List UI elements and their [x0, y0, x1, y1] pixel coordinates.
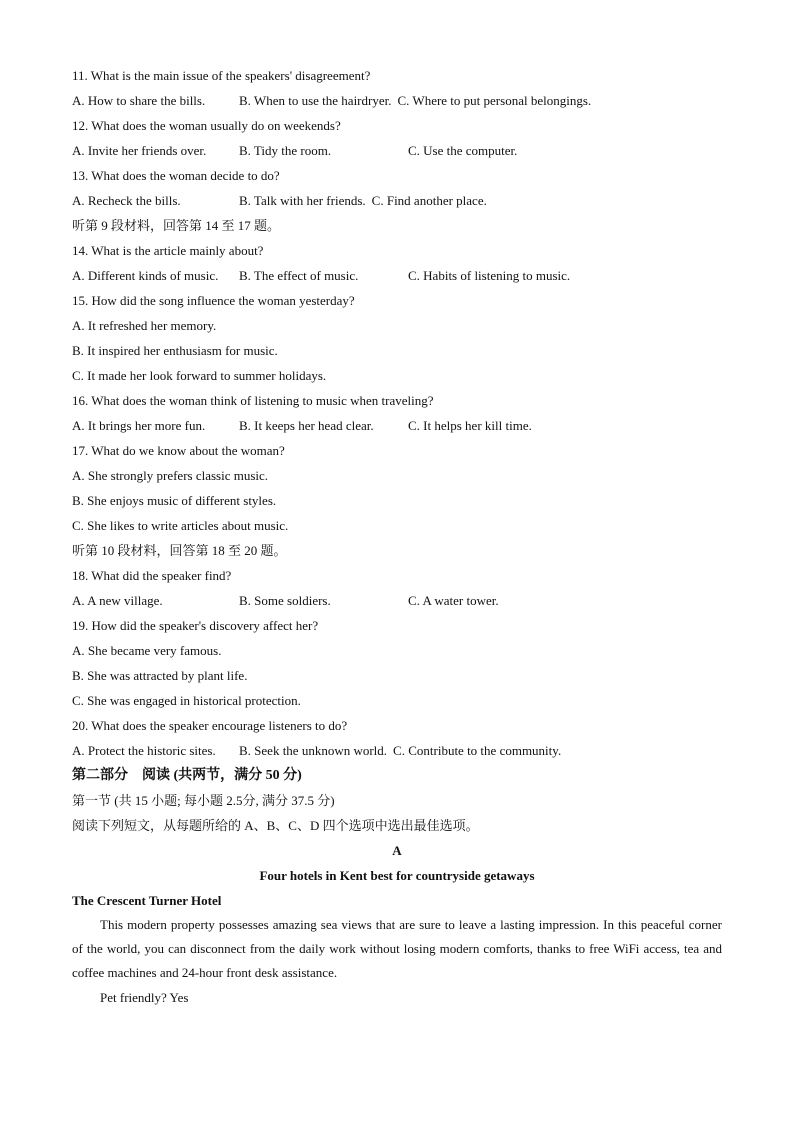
question-19-option-c: C. She was engaged in historical protection.: [72, 693, 301, 708]
question-20-stem: 20. What does the speaker encourage listeners to do?: [72, 718, 348, 733]
question-13-stem: 13. What does the woman decide to do?: [72, 168, 280, 183]
question-17-option-a: A. She strongly prefers classic music.: [72, 468, 269, 483]
question-15-option-a: A. It refreshed her memory.: [72, 318, 217, 333]
question-20-option-a: A. Protect the historic sites.: [72, 743, 216, 758]
question-16-option-a: A. It brings her more fun.: [72, 418, 206, 433]
question-11-option-b: B. When to use the hairdryer.: [239, 93, 392, 108]
question-12-option-b: B. Tidy the room.: [239, 143, 332, 158]
question-14-option-b: B. The effect of music.: [239, 268, 359, 283]
question-18-option-b: B. Some soldiers.: [239, 593, 331, 608]
question-15-stem: 15. How did the song influence the woman yesterday?: [72, 293, 355, 308]
passage-letter: A: [392, 843, 402, 858]
part-2-title: 第二部分 阅读 (共两节，满分 50 分): [72, 768, 302, 783]
listening-instruction-10: 听第 10 段材料，回答第 18 至 20 题。: [72, 543, 287, 558]
exam-page: [72, 63, 722, 1010]
question-18-option-c: C. A water tower.: [408, 593, 499, 608]
question-12-options: [72, 138, 722, 163]
question-17-option-b: B. She enjoys music of different styles.: [72, 493, 277, 508]
question-18-options: [72, 588, 722, 613]
question-11-option-a: A. How to share the bills.: [72, 93, 206, 108]
question-19-option-a: A. She became very famous.: [72, 643, 222, 658]
question-15-option-c: C. It made her look forward to summer holidays.: [72, 368, 327, 383]
question-19-stem: 19. How did the speaker's discovery affect her?: [72, 618, 319, 633]
hotel-1-pet-friendly: Pet friendly? Yes: [100, 990, 189, 1005]
question-13-option-b: B. Talk with her friends.: [239, 193, 366, 208]
hotel-1-description: This modern property possesses amazing sea views that are sure to leave a lasting impression. In this peaceful corner of the world, you can disconnect from the daily work without losing modern comforts, thanks to free WiFi access, tea and coffee machines and 24-hour front desk assistance.: [72, 917, 722, 980]
listening-instruction-9: 听第 9 段材料，回答第 14 至 17 题。: [72, 218, 281, 233]
question-12-stem: 12. What does the woman usually do on weekends?: [72, 118, 341, 133]
question-11-stem: 11. What is the main issue of the speakers' disagreement?: [72, 68, 371, 83]
part-2-instruction: 阅读下列短文，从每题所给的 A、B、C、D 四个选项中选出最佳选项。: [72, 818, 479, 833]
question-11-options: [72, 88, 722, 113]
question-14-stem: 14. What is the article mainly about?: [72, 243, 264, 258]
question-15-option-b: B. It inspired her enthusiasm for music.: [72, 343, 278, 358]
question-20-options: [72, 738, 722, 763]
question-13-options: [72, 188, 722, 213]
question-13-option-a: A. Recheck the bills.: [72, 193, 181, 208]
question-16-stem: 16. What does the woman think of listening to music when traveling?: [72, 393, 434, 408]
question-20-option-c: C. Contribute to the community.: [393, 743, 562, 758]
question-11-option-c: C. Where to put personal belongings.: [397, 93, 592, 108]
question-16-options: [72, 413, 722, 438]
question-14-option-a: A. Different kinds of music.: [72, 268, 219, 283]
question-18-stem: 18. What did the speaker find?: [72, 568, 232, 583]
hotel-1-name: The Crescent Turner Hotel: [72, 893, 222, 908]
question-20-option-b: B. Seek the unknown world.: [239, 743, 388, 758]
question-12-option-a: A. Invite her friends over.: [72, 143, 207, 158]
question-13-option-c: C. Find another place.: [371, 193, 487, 208]
question-14-options: [72, 263, 722, 288]
question-16-option-b: B. It keeps her head clear.: [239, 418, 374, 433]
question-17-stem: 17. What do we know about the woman?: [72, 443, 285, 458]
question-17-option-c: C. She likes to write articles about music.: [72, 518, 289, 533]
question-14-option-c: C. Habits of listening to music.: [408, 268, 571, 283]
question-16-option-c: C. It helps her kill time.: [408, 418, 532, 433]
question-12-option-c: C. Use the computer.: [408, 143, 518, 158]
question-19-option-b: B. She was attracted by plant life.: [72, 668, 248, 683]
question-18-option-a: A. A new village.: [72, 593, 163, 608]
part-2-section-1: 第一节 (共 15 小题; 每小题 2.5分, 满分 37.5 分): [72, 793, 335, 808]
passage-title: Four hotels in Kent best for countryside getaways: [259, 868, 535, 883]
